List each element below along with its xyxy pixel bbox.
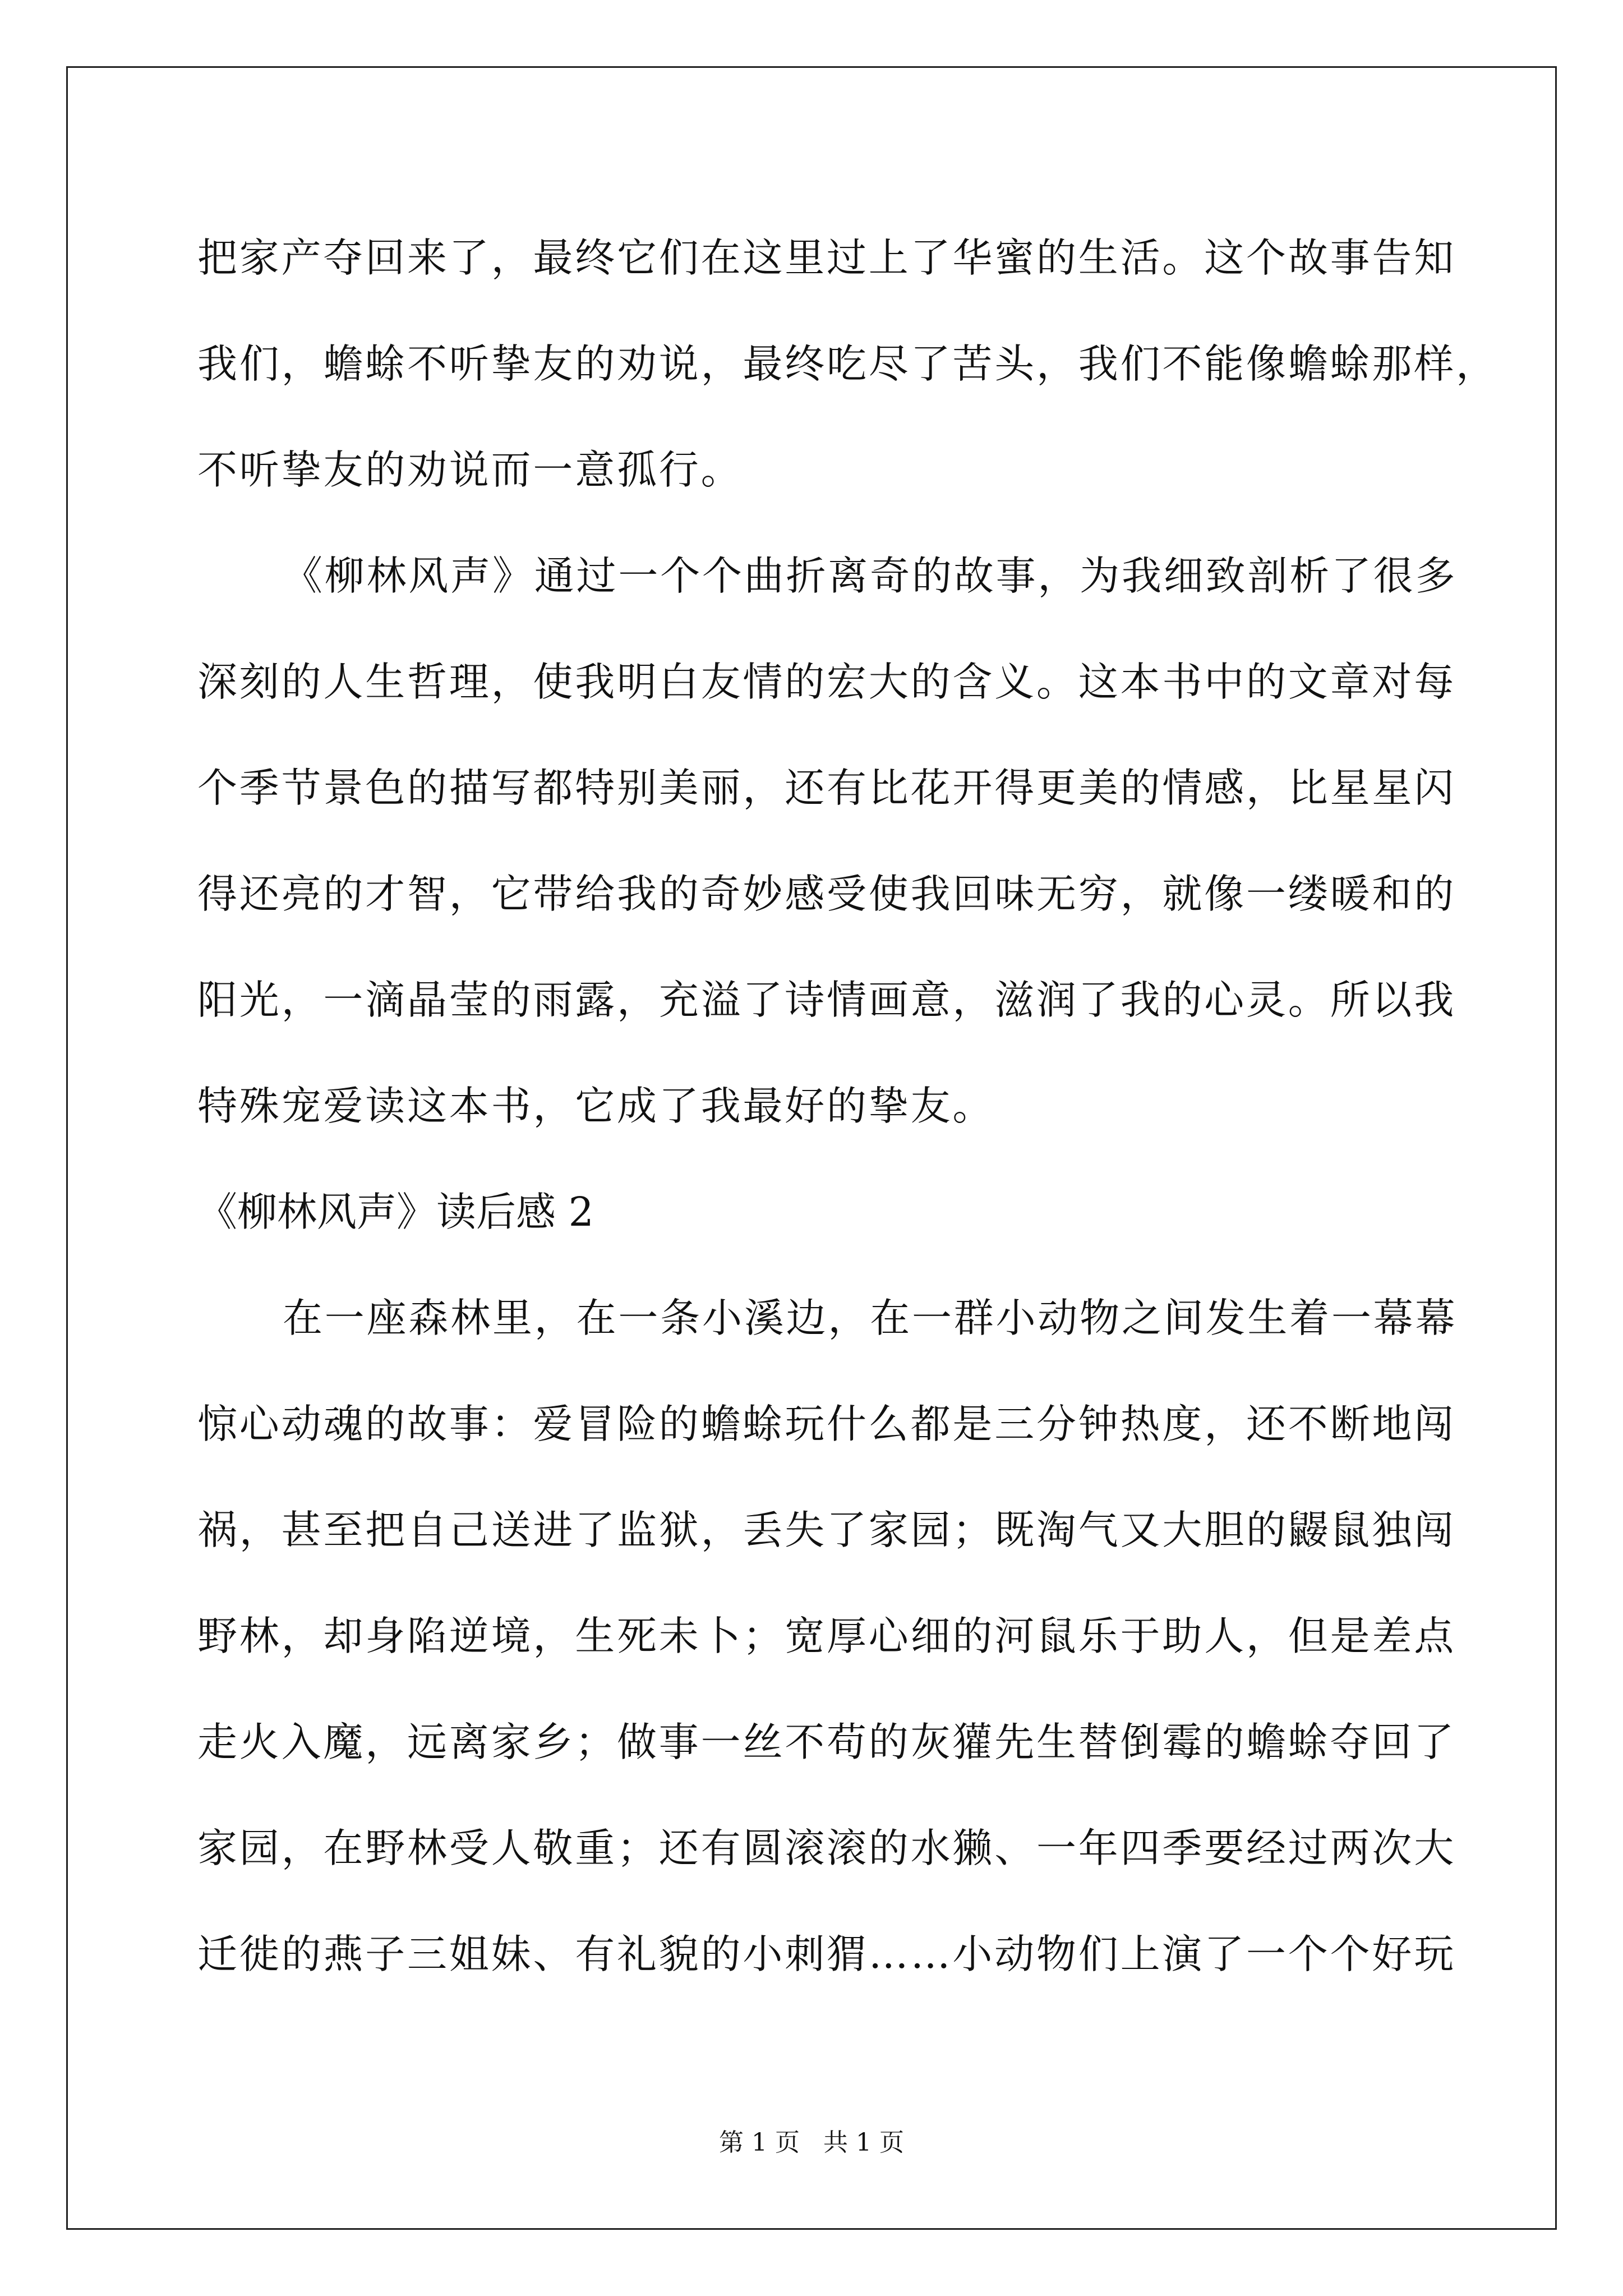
- text-line: 深刻的人生哲理，使我明白友情的宏大的含义。这本书中的文章对每: [197, 659, 1456, 705]
- text-line: 得还亮的才智，它带给我的奇妙感受使我回味无穷，就像一缕暖和的: [197, 871, 1456, 917]
- page-footer: 第 1 页 共 1 页: [719, 2128, 904, 2157]
- paragraph-start-line: 《柳林风声》通过一个个曲折离奇的故事，为我细致剖析了很多: [283, 553, 1458, 599]
- text-line: 迁徙的燕子三姐妹、有礼貌的小刺猬……小动物们上演了一个个好玩: [197, 1931, 1456, 1977]
- text-line: 家园，在野林受人敬重；还有圆滚滚的水獭、一年四季要经过两次大: [197, 1825, 1456, 1871]
- text-line: 野林，却身陷逆境，生死未卜；宽厚心细的河鼠乐于助人，但是差点: [197, 1613, 1456, 1659]
- paragraph-start-line: 在一座森林里，在一条小溪边，在一群小动物之间发生着一幕幕: [283, 1295, 1458, 1341]
- document-body: [197, 222, 1498, 2024]
- text-line: 祸，甚至把自己送进了监狱，丢失了家园；既淘气又大胆的鼹鼠独闯: [197, 1507, 1456, 1553]
- text-line: 把家产夺回来了，最终它们在这里过上了华蜜的生活。这个故事告知: [197, 234, 1456, 281]
- text-line: 惊心动魂的故事：爱冒险的蟾蜍玩什么都是三分钟热度，还不断地闯: [197, 1401, 1456, 1447]
- text-line: 不听挚友的劝说而一意孤行。: [197, 447, 743, 493]
- text-line: 阳光，一滴晶莹的雨露，充溢了诗情画意，滋润了我的心灵。所以我: [197, 977, 1456, 1023]
- text-line: 个季节景色的描写都特别美丽，还有比花开得更美的情感，比星星闪: [197, 765, 1456, 811]
- text-line: 我们，蟾蜍不听挚友的劝说，最终吃尽了苦头，我们不能像蟾蜍那样，: [197, 341, 1498, 387]
- text-line: 特殊宠爱读这本书，它成了我最好的挚友。: [197, 1083, 995, 1129]
- section-heading: 《柳林风声》读后感 2: [197, 1189, 594, 1235]
- text-line: 走火入魔，远离家乡；做事一丝不苟的灰獾先生替倒霉的蟾蜍夺回了: [197, 1719, 1456, 1765]
